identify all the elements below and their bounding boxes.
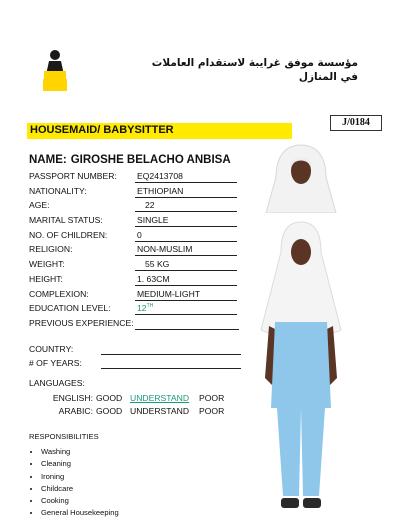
- agency-name-line2: في المنازل: [298, 71, 358, 83]
- field-label: AGE:: [29, 200, 50, 211]
- field-label: WEIGHT:: [29, 259, 65, 270]
- field-label: NO. OF CHILDREN:: [29, 229, 108, 240]
- field-value: EQ2413708: [137, 171, 183, 181]
- name-value: GIROSHE BELACHO ANBISA: [70, 154, 231, 166]
- field-label: MARITAL STATUS:: [29, 215, 103, 226]
- reference-number: J/0184: [330, 115, 382, 131]
- education-value: 12: [137, 303, 147, 314]
- language-row-arabic: [29, 406, 249, 419]
- field-value: SINGLE: [137, 215, 169, 226]
- responsibilities-list: [29, 446, 189, 520]
- list-item: • Cooking: [41, 495, 189, 507]
- field-label: HEIGHT:: [29, 273, 63, 284]
- languages-title: LANGUAGES:: [29, 378, 85, 388]
- field-label: RELIGION:: [29, 244, 73, 255]
- language-understand: UNDERSTAND: [130, 406, 190, 416]
- field-label: NATIONALITY:: [29, 185, 87, 196]
- language-poor: POOR: [199, 393, 225, 403]
- position-title: HOUSEMAID/ BABYSITTER: [30, 124, 174, 136]
- full-body-photo: [255, 218, 347, 520]
- field-children: [29, 228, 269, 243]
- responsibilities-section: [29, 432, 189, 520]
- language-row-english: [29, 393, 249, 406]
- field-value: 22: [145, 200, 155, 211]
- list-item: • Washing: [41, 446, 189, 458]
- languages-section: [29, 378, 249, 419]
- language-name: ENGLISH:: [52, 393, 93, 403]
- field-value: NON-MUSLIM: [137, 244, 193, 255]
- education-suffix: TH: [146, 303, 154, 310]
- country-label: COUNTRY:: [29, 344, 74, 354]
- field-complexion: [29, 287, 269, 302]
- agency-name-arabic: [150, 56, 358, 84]
- responsibilities-title: RESPONSIBILITIES: [29, 432, 99, 441]
- personal-details: [29, 169, 269, 331]
- years-label: # OF YEARS:: [29, 358, 82, 368]
- list-item: • General Housekeeping: [41, 507, 189, 519]
- language-good: GOOD: [96, 406, 123, 416]
- field-label: PASSPORT NUMBER:: [29, 171, 117, 181]
- agency-logo: [40, 44, 70, 96]
- field-nationality: [29, 184, 269, 199]
- language-name: ARABIC:: [58, 406, 93, 416]
- field-label: EDUCATION LEVEL:: [29, 303, 111, 314]
- language-poor: POOR: [199, 406, 225, 416]
- field-value: [137, 303, 153, 313]
- field-religion: [29, 242, 269, 257]
- years-underline: [101, 368, 241, 369]
- field-value: MEDIUM-LIGHT: [137, 288, 201, 299]
- years-row: [29, 358, 229, 372]
- field-height: [29, 272, 269, 287]
- agency-name-line1: مؤسسة موفق غرايبة لاستقدام العاملات: [151, 57, 358, 69]
- field-age: [29, 198, 269, 213]
- list-item: • Childcare: [41, 483, 189, 495]
- language-understand: UNDERSTAND: [130, 393, 190, 403]
- name-label: NAME:: [29, 154, 67, 166]
- country-underline: [101, 354, 241, 355]
- language-good: GOOD: [96, 393, 123, 403]
- field-experience: [29, 316, 269, 331]
- field-underline: [135, 329, 239, 330]
- field-label: PREVIOUS EXPERIENCE:: [29, 317, 134, 328]
- field-marital-status: [29, 213, 269, 228]
- field-value: 0: [137, 229, 142, 240]
- field-value: 1. 63CM: [137, 273, 170, 284]
- field-value: ETHIOPIAN: [137, 185, 184, 196]
- country-row: [29, 344, 229, 358]
- list-item: • Cleaning: [41, 458, 189, 470]
- position-banner: [27, 123, 292, 139]
- field-education: [29, 301, 269, 316]
- portrait-photo: [262, 143, 340, 213]
- candidate-name: [29, 154, 231, 166]
- field-weight: [29, 257, 269, 272]
- experience-details: [29, 344, 229, 372]
- field-value: 55 KG: [145, 259, 170, 270]
- list-item: • Ironing: [41, 471, 189, 483]
- field-label: COMPLEXION:: [29, 288, 89, 299]
- field-passport: [29, 169, 269, 184]
